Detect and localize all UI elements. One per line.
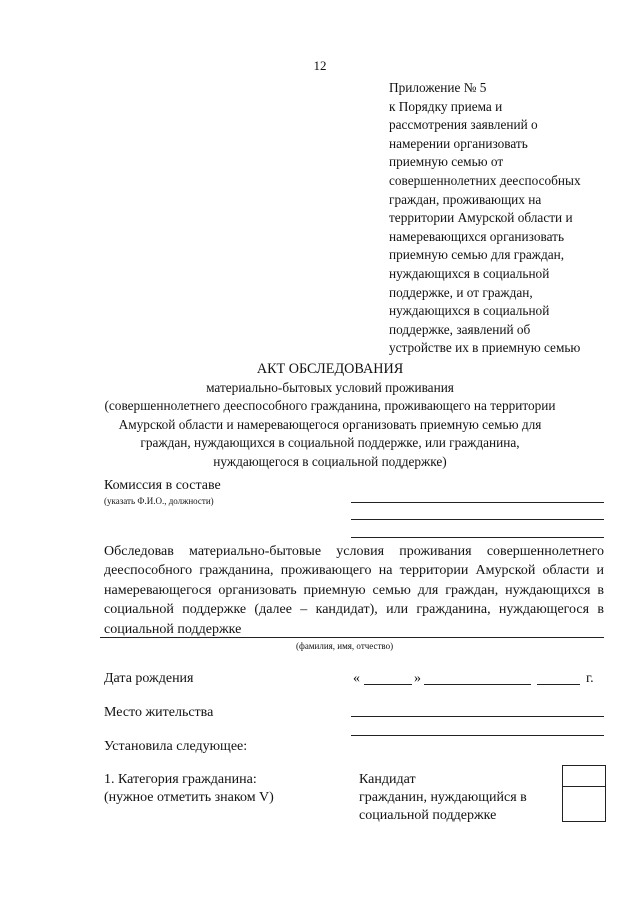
paragraph-line: дееспособного гражданина, проживающего на территории Амурской области и <box>104 563 604 579</box>
birth-date-close-quote: » <box>414 671 421 686</box>
appendix-line: рассмотрения заявлений о <box>389 117 538 133</box>
fio-hint: (фамилия, имя, отчество) <box>296 641 394 651</box>
title-line: Амурской области и намеревающегося организовать приемную семью для <box>118 416 542 432</box>
document-title <box>95 360 565 472</box>
fio-fill-line[interactable] <box>100 637 604 638</box>
title-line: материально-бытовых условий проживания <box>206 379 454 395</box>
appendix-line: поддержке, заявлений об <box>389 321 531 337</box>
residence-fill-line[interactable] <box>351 716 604 717</box>
birth-month-line[interactable] <box>424 684 531 685</box>
survey-paragraph <box>104 542 604 639</box>
category-label: 1. Категория гражданина: <box>104 772 257 787</box>
commission-hint: (указать Ф.И.О., должности) <box>104 496 214 506</box>
title-line: (совершеннолетнего дееспособного гражданина, проживающего на территории <box>104 398 556 414</box>
category-option-needy-cont: социальной поддержке <box>359 808 497 823</box>
paragraph-line: социальной поддержке <box>104 621 242 637</box>
appendix-line: к Порядку приема и <box>389 98 503 114</box>
birth-year-suffix: г. <box>586 671 594 686</box>
appendix-line: устройстве их в приемную семью <box>389 340 581 356</box>
birth-date-label: Дата рождения <box>104 671 194 686</box>
candidate-checkbox[interactable] <box>562 765 606 787</box>
birth-year-line[interactable] <box>537 684 580 685</box>
commission-fill-line[interactable] <box>351 502 604 503</box>
category-option-needy: гражданин, нуждающийся в <box>359 790 527 805</box>
appendix-line: поддержке, и от граждан, <box>389 284 533 300</box>
commission-label: Комиссия в составе <box>104 478 221 493</box>
title-line: граждан, нуждающихся в социальной поддержке, или гражданина, <box>140 435 520 451</box>
birth-date-open-quote: « <box>353 671 360 686</box>
paragraph-line: социальной поддержке (далее – кандидат), или гражданина, нуждающегося в <box>104 602 604 618</box>
appendix-line: намеревающихся организовать <box>389 228 565 244</box>
appendix-line: приемную семью от <box>389 154 504 170</box>
paragraph-line: намеревающегося организовать приемную семью для граждан, нуждающихся в <box>104 582 604 598</box>
title-main: АКТ ОБСЛЕДОВАНИЯ <box>256 361 404 377</box>
residence-label: Место жительства <box>104 705 214 720</box>
appendix-line: приемную семью для граждан, <box>389 247 565 263</box>
category-option-candidate: Кандидат <box>359 772 416 787</box>
category-hint: (нужное отметить знаком V) <box>104 790 274 805</box>
appendix-line: граждан, проживающих на <box>389 191 542 207</box>
appendix-line: нуждающихся в социальной <box>389 265 550 281</box>
appendix-header <box>389 79 619 358</box>
paragraph-line: Обследовав материально-бытовые условия проживания совершеннолетнего <box>104 544 604 559</box>
residence-fill-line[interactable] <box>351 735 604 736</box>
birth-day-line[interactable] <box>364 684 412 685</box>
appendix-line: Приложение № 5 <box>389 80 487 95</box>
appendix-line: нуждающихся в социальной <box>389 303 550 319</box>
title-line: нуждающегося в социальной поддержке) <box>213 453 447 469</box>
commission-fill-line[interactable] <box>351 537 604 538</box>
commission-fill-line[interactable] <box>351 519 604 520</box>
page-number: 12 <box>313 58 327 73</box>
appendix-line: территории Амурской области и <box>389 210 573 226</box>
needy-checkbox[interactable] <box>562 786 606 822</box>
established-label: Установила следующее: <box>104 739 248 754</box>
appendix-line: намерении организовать <box>389 135 528 151</box>
appendix-line: совершеннолетних дееспособных <box>389 172 581 188</box>
